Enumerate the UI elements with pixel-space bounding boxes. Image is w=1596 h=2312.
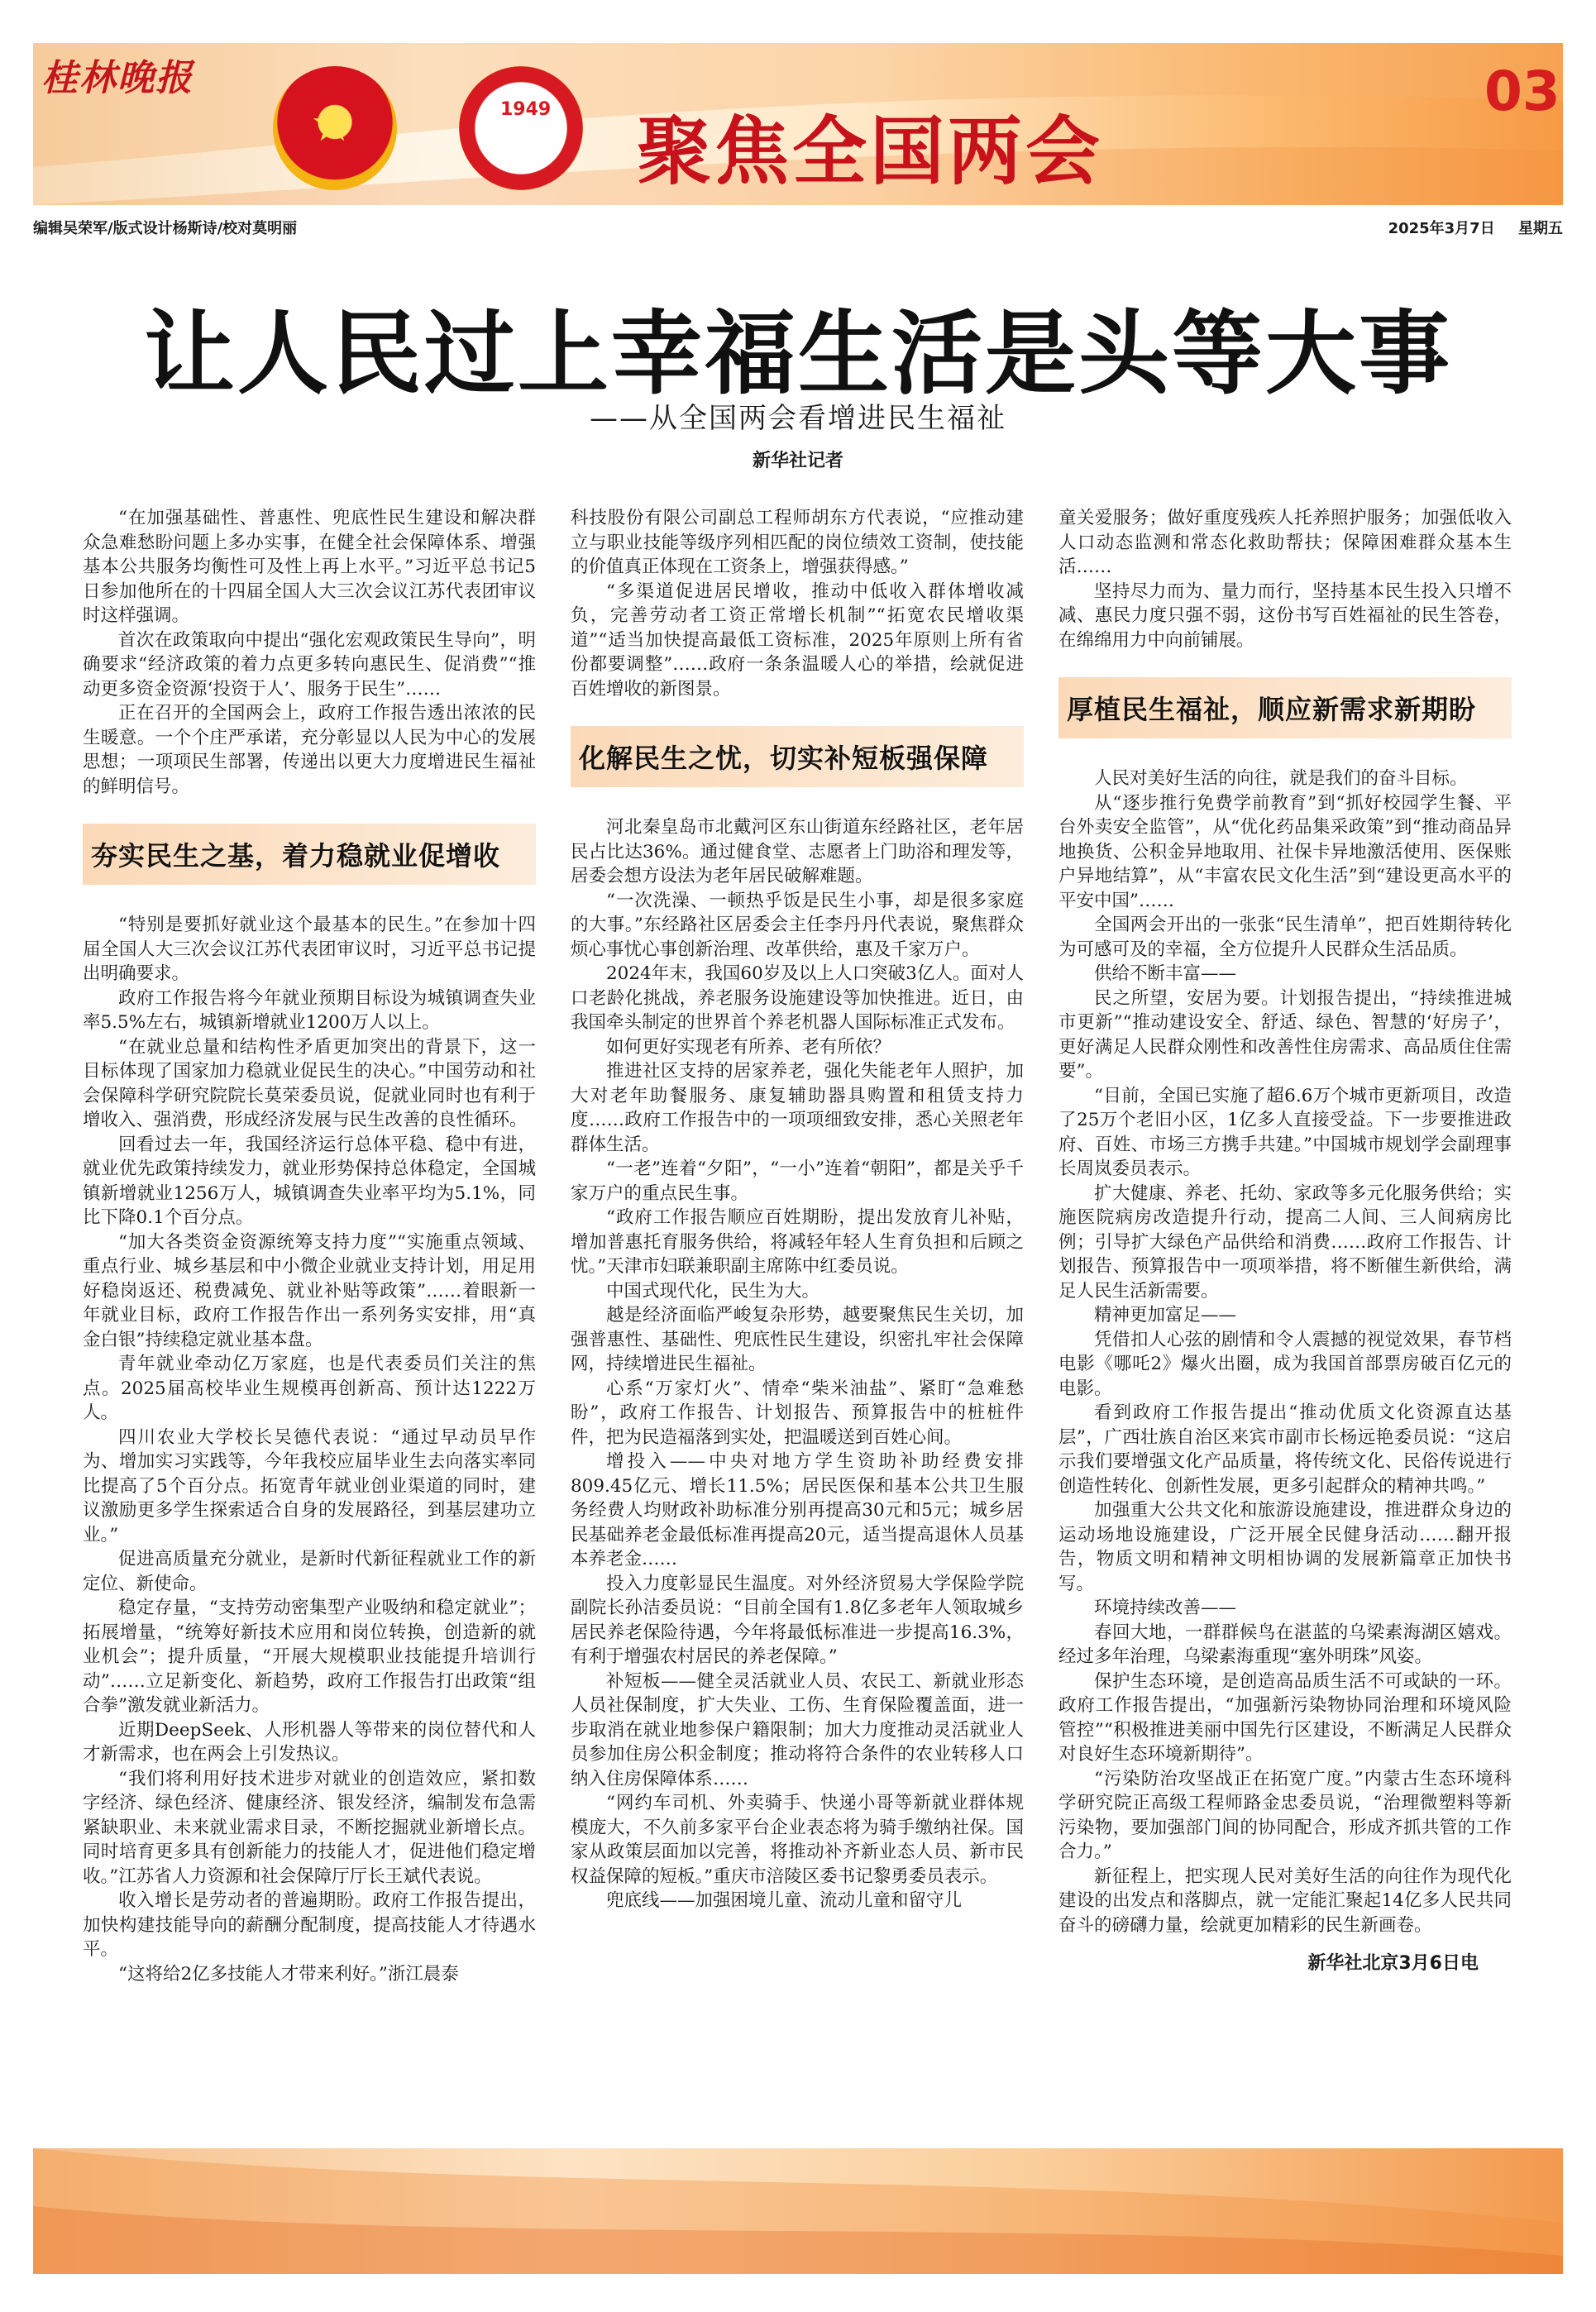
paragraph: “在就业总量和结构性矛盾更加突出的背景下，这一目标体现了国家加力稳就业促民生的决心。”中国劳动和社会保障科学研究院院长莫荣委员说，促就业同时也有利于增收入、强消费，形成经济发展与民生改善的良性循环。: [83, 1036, 536, 1130]
paragraph: 四川农业大学校长吴德代表说：“通过早动员早作为、增加实习实践等，今年我校应届毕业生去向落实率同比提高了5个百分点。拓宽青年就业创业渠道的同时，建议激励更多学生探索适合自身的发展路径，到基层建功立业。”: [83, 1426, 536, 1545]
paragraph: 正在召开的全国两会上，政府工作报告透出浓浓的民生暖意。一个个庄严承诺，充分彰显以人民为中心的发展思想；一项项民生部署，传递出以更大力度增进民生福祉的鲜明信号。: [83, 703, 536, 797]
article-column-2: [571, 506, 1024, 2135]
subheadline: ——从全国两会看增进民生福祉: [590, 402, 1006, 435]
paragraph: 春回大地，一群群候鸟在湛蓝的乌梁素海湖区嬉戏。经过多年治理，乌梁素海重现“塞外明珠”风姿。: [1058, 1622, 1512, 1667]
paragraph: “污染防治攻坚战正在拓宽广度。”内蒙古生态环境科学研究院正高级工程师路金忠委员说，“治理微塑料等新污染物，要加强部门间的协同配合，形成齐抓共管的工作合力。”: [1058, 1768, 1512, 1862]
paragraph: 人民对美好生活的向往，就是我们的奋斗目标。: [1094, 768, 1468, 789]
paragraph: 全国两会开出的一张张“民生清单”，把百姓期待转化为可感可及的幸福，全方位提升人民群众生活品质。: [1058, 915, 1512, 960]
headline: 让人民过上幸福生活是头等大事: [144, 301, 1452, 407]
paragraph: 首次在政策取向中提出“强化宏观政策民生导向”，明确要求“经济政策的着力点更多转向惠民生、促消费”“推动更多资金资源‘投资于人’、服务于民生”……: [83, 629, 536, 700]
paragraph: 推进社区支持的居家养老，强化失能老年人照护，加大对老年助餐服务、康复辅助器具购置和租赁支持力度……政府工作报告中的一项项细致安排，悉心关照老年群体生活。: [571, 1061, 1024, 1155]
byline: 新华社记者: [752, 451, 843, 471]
paragraph: 近期DeepSeek、人形机器人等带来的岗位替代和人才新需求，也在两会上引发热议。: [83, 1719, 536, 1765]
paragraph: 兜底线——加强困境儿童、流动儿童和留守儿: [606, 1890, 963, 1911]
paragraph: 补短板——健全灵活就业人员、农民工、新就业形态人员社保制度，扩大失业、工伤、生育保险覆盖面，进一步取消在就业地参保户籍限制；加大力度推动灵活就业人员参加住房公积金制度；推动将符合条件的农业转移人口纳入住房保障体系……: [571, 1670, 1024, 1789]
paragraph: 如何更好实现老有所养、老有所依？: [606, 1036, 891, 1058]
footer-decoration: [33, 2148, 1563, 2274]
newspaper-masthead: 桂林晚报: [41, 57, 194, 99]
paragraph: “一次洗澡、一顿热乎饭是民生小事，却是很多家庭的大事。”东经路社区居委会主任李丹丹代表说，聚焦群众烦心事忧心事创新治理、改革供给，惠及千家万户。: [571, 890, 1024, 960]
paragraph: 心系“万家灯火”、情牵“柴米油盐”、紧盯“急难愁盼”，政府工作报告、计划报告、预算报告中的桩桩件件，把为民造福落到实处，把温暖送到百姓心间。: [571, 1378, 1024, 1448]
paragraph: 投入力度彰显民生温度。对外经济贸易大学保险学院副院长孙洁委员说：“目前全国有1.8亿多老年人领取城乡居民养老保险待遇，今年将最低标准进一步提高16.3%，有利于增强农村居民的养老保障。”: [571, 1573, 1024, 1667]
paragraph: 增投入——中央对地方学生资助补助经费安排809.45亿元、增长11.5%；居民医保和基本公共卫生服务经费人均财政补助标准分别再提高30元和5元；城乡居民基础养老金最低标准再提高20元，适当提高退休人员基本养老金……: [571, 1451, 1024, 1569]
paragraph: “这将给2亿多技能人才带来利好。”浙江晨泰: [118, 1963, 459, 1985]
article-column-3: [1058, 506, 1512, 2135]
paragraph: 环境持续改善——: [1094, 1598, 1237, 1618]
paragraph: 民之所望，安居为要。计划报告提出，“持续推进城市更新”“推动建设安全、舒适、绿色、智慧的‘好房子’，更好满足人民群众刚性和改善性住房需求、高品质住住需要”。: [1058, 987, 1512, 1082]
star-icon: ★: [310, 95, 355, 153]
paragraph: 青年就业牵动亿万家庭，也是代表委员们关注的焦点。2025届高校毕业生规模再创新高、预计达1222万人。: [83, 1354, 536, 1423]
paragraph: 扩大健康、养老、托幼、家政等多元化服务供给；实施医院病房改造提升行动，提高二人间、三人间病房比例；引导扩大绿色产品供给和消费……政府工作报告、计划报告、预算报告中一项项举措，将不断催生新供给，满足人民生活新需要。: [1058, 1182, 1512, 1302]
paragraph: 凭借扣人心弦的剧情和令人震撼的视觉效果，春节档电影《哪吒2》爆火出圈，成为我国首部票房破百亿元的电影。: [1058, 1329, 1512, 1399]
paragraph: “目前，全国已实施了超6.6万个城市更新项目，改造了25万个老旧小区，1亿多人直接受益。下一步要推进政府、百姓、市场三方携手共建。”中国城市规划学会副理事长周岚委员表示。: [1058, 1085, 1512, 1179]
paragraph: 从“逐步推行免费学前教育”到“抓好校园学生餐、平台外卖安全监管”，从“优化药品集采政策”到“推动商品异地换货、公积金异地取用、社保卡异地激活使用、医保账户异地结算”，从“丰富农民文化生活”到“建设更高水平的平安中国”……: [1058, 792, 1512, 911]
section-subheading: 厚植民生福祉，顺应新需求新期盼: [1058, 677, 1512, 738]
paragraph: “我们将利用好技术进步对就业的创造效应，紧扣数字经济、绿色经济、健康经济、银发经济，编制发布急需紧缺职业、未来就业需求目录，不断挖掘就业新增长点。同时培育更多具有创新能力的技能人才，促进他们稳定增收。”江苏省人力资源和社会保障厅厅长王斌代表说。: [83, 1768, 536, 1887]
paragraph: 2024年末，我国60岁及以上人口突破3亿人。面对人口老龄化挑战，养老服务设施建设等加快推进。近日，由我国牵头制定的世界首个养老机器人国际标准正式发布。: [571, 963, 1024, 1033]
paragraph: 加强重大公共文化和旅游设施建设，推进群众身边的运动场地设施建设，广泛开展全民健身活动……翻开报告，物质文明和精神文明相协调的发展新篇章正加快书写。: [1058, 1500, 1512, 1594]
paragraph: 童关爱服务；做好重度残疾人托养照护服务；加强低收入人口动态监测和常态化救助帮扶；保障困难群众基本生活……: [1058, 508, 1512, 577]
national-emblem-icon: [273, 66, 397, 190]
paragraph: “加大各类资金资源统筹支持力度”“实施重点领域、重点行业、城乡基层和中小微企业就业支持计划，用足用好稳岗返还、税费减免、就业补贴等政策”……着眼新一年就业目标，政府工作报告作出一系列务实安排，用“真金白银”持续稳定就业基本盘。: [83, 1231, 536, 1350]
issue-weekday: 星期五: [1518, 220, 1563, 237]
paragraph: 促进高质量充分就业，是新时代新征程就业工作的新定位、新使命。: [83, 1549, 536, 1594]
paragraph: 看到政府工作报告提出“推动优质文化资源直达基层”，广西壮族自治区来宾市副市长杨远艳委员说：“这启示我们要增强文化产品质量，将传统文化、民俗传说进行创造性转化、创新性发展，更多引起群众的精神共鸣。”: [1058, 1402, 1512, 1497]
paragraph: “在加强基础性、普惠性、兜底性民生建设和解决群众急难愁盼问题上多办实事，在健全社会保障体系、增强基本公共服务均衡性可及性上再上水平。”习近平总书记5日参加他所在的十四届全国人大三次会议江苏代表团审议时这样强调。: [83, 508, 536, 626]
section-subheading: 化解民生之忧，切实补短板强保障: [571, 726, 1024, 787]
editor-credits: 编辑吴荣军/版式设计杨斯诗/校对莫明丽: [33, 220, 298, 237]
paragraph: 坚持尽力而为、量力而行，坚持基本民生投入只增不减、惠民力度只强不弱，这份书写百姓福祉的民生答卷，在绵绵用力中向前铺展。: [1058, 580, 1512, 651]
dateline: [1370, 217, 1563, 238]
paragraph: 供给不断丰富——: [1094, 963, 1237, 984]
paragraph: 河北秦皇岛市北戴河区东山街道东经路社区，老年居民占比达36%。通过健食堂、志愿者上门助浴和理发等，居委会想方设法为老年居民破解难题。: [571, 817, 1024, 886]
section-subheading: 夯实民生之基，着力稳就业促增收: [83, 824, 536, 885]
issue-date: 2025年3月7日: [1388, 220, 1495, 237]
paragraph: 中国式现代化，民生为大。: [606, 1280, 820, 1302]
paragraph: “网约车司机、外卖骑手、快递小哥等新就业群体规模庞大，不久前多家平台企业表态将为骑手缴纳社保。国家从政策层面加以完善，将推动补齐新业态人员、新市民权益保障的短板。”重庆市涪陵区委书记黎勇委员表示。: [571, 1793, 1024, 1887]
paragraph: 政府工作报告将今年就业预期目标设为城镇调查失业率5.5%左右，城镇新增就业1200万人以上。: [83, 987, 536, 1033]
emblem-year-text: 1949: [500, 99, 552, 120]
paragraph: “多渠道促进居民增收，推动中低收入群体增收减负，完善劳动者工资正常增长机制”“拓宽农民增收渠道”“适当加快提高最低工资标准，2025年原则上所有省份都要调整”……政府一条条温暖人心的举措，绘就促进百姓增收的新图景。: [571, 580, 1024, 700]
paragraph: “特别是要抓好就业这个最基本的民生。”在参加十四届全国人大三次会议江苏代表团审议时，习近平总书记提出明确要求。: [83, 915, 536, 984]
paragraph: “一老”连着“夕阳”，“一小”连着“朝阳”，都是关乎千家万户的重点民生事。: [571, 1158, 1024, 1204]
page-number: 03: [1484, 60, 1560, 123]
paragraph: 回看过去一年，我国经济运行总体平稳、稳中有进，就业优先政策持续发力，就业形势保持总体稳定，全国城镇新增就业1256万人，城镇调查失业率平均为5.1%，同比下降0.1个百分点。: [83, 1134, 536, 1228]
paragraph: 越是经济面临严峻复杂形势，越要聚焦民生关切，加强普惠性、基础性、兜底性民生建设，织密扎牢社会保障网，持续增进民生福祉。: [571, 1305, 1024, 1374]
article-column-1: [83, 506, 536, 2135]
paragraph: 收入增长是劳动者的普遍期盼。政府工作报告提出，加快构建技能导向的薪酬分配制度，提高技能人才待遇水平。: [83, 1890, 536, 1960]
paragraph: 新征程上，把实现人民对美好生活的向往作为现代化建设的出发点和落脚点，就一定能汇聚起14亿多人民共同奋斗的磅礴力量，绘就更加精彩的民生新画卷。: [1058, 1865, 1512, 1936]
paragraph: “政府工作报告顺应百姓期盼，提出发放育儿补贴，增加普惠托育服务供给，将减轻年轻人生育负担和后顾之忧。”天津市妇联兼职副主席陈中红委员说。: [571, 1207, 1024, 1277]
section-title: 聚焦全国两会: [637, 107, 1103, 195]
news-agency-signoff: 新华社北京3月6日电: [1307, 1953, 1479, 1974]
cppcc-emblem-icon: [459, 66, 583, 190]
paragraph: 精神更加富足——: [1094, 1305, 1237, 1326]
footer-swoosh-decoration: [33, 2148, 1563, 2274]
paragraph: 稳定存量，“支持劳动密集型产业吸纳和稳定就业”；拓展增量，“统筹好新技术应用和岗位转换，创造新的就业机会”；提升质量，“开展大规模职业技能提升培训行动”……立足新变化、新趋势，政府工作报告打出政策“组合拳”激发就业新活力。: [83, 1598, 536, 1716]
paragraph: 科技股份有限公司副总工程师胡东方代表说，“应推动建立与职业技能等级序列相匹配的岗位绩效工资制，使技能的价值真正体现在工资条上，增强获得感。”: [571, 508, 1024, 577]
paragraph: 保护生态环境，是创造高品质生活不可或缺的一环。政府工作报告提出，“加强新污染物协同治理和环境风险管控”“积极推进美丽中国先行区建设，不断满足人民群众对良好生态环境新期待”。: [1058, 1670, 1512, 1765]
